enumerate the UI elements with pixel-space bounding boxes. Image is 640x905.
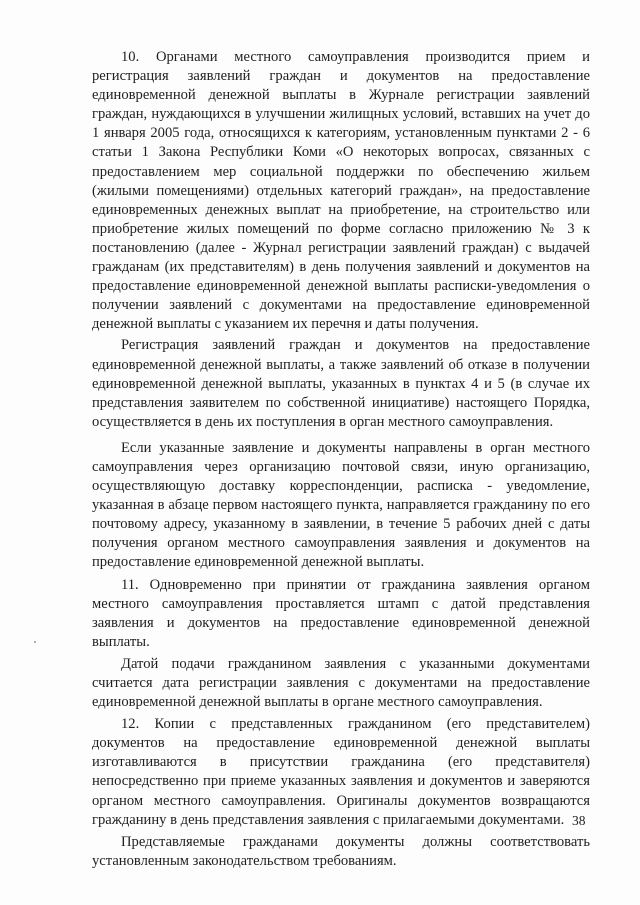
- paragraph-submission-date: Датой подачи гражданином заявления с указанными документами считается дата регистрации заявления с документами на предоставление единовременной денежной выплаты в органе местного самоуправления.: [92, 655, 590, 711]
- paragraph-postal: Если указанные заявление и документы направлены в орган местного самоуправления через организацию почтовой связи, иную организацию, осуществляющую доставку корреспонденции, расписка - уведомление, указанная в абзаце первом настоящего пункта, направляется гражданину по его почтовому адресу, указанному в заявлении, в течение 5 рабочих дней с даты получения органом местного самоуправления заявления и документов на предоставление единовременной денежной выплаты.: [92, 439, 590, 571]
- paragraph-requirements: Представляемые гражданами документы должны соответствовать установленным законодательством требованиям.: [92, 833, 590, 869]
- document-body: [92, 48, 590, 871]
- page-number: 38: [572, 813, 586, 828]
- paragraph-11: 11. Одновременно при принятии от гражданина заявления органом местного самоуправления проставляется штамп с датой представления заявления и документов на предоставление единовременной денежной выплаты.: [92, 576, 590, 650]
- scan-speck: [34, 641, 36, 643]
- paragraph-10: 10. Органами местного самоуправления производится прием и регистрация заявлений граждан и документов на предоставление единовременной денежной выплаты в Журнале регистрации заявлений граждан, нуждающихся в улучшении жилищных условий, вставших на учет до 1 января 2005 года, относящихся к категориям, установленным пунктами 2 - 6 статьи 1 Закона Республики Коми «О некоторых вопросах, связанных с предоставлением мер социальной поддержки по обеспечению жильем (жилыми помещениями) отдельных категорий граждан», на предоставление единовременных денежных выплат на приобретение, на строительство или приобретение жилых помещений по форме согласно приложению № 3 к постановлению (далее - Журнал регистрации заявлений граждан) с выдачей гражданам (их представителям) в день получения заявлений и документов на предоставление единовременной денежной выплаты расписки-уведомления о получении заявлений с документами на предоставление единовременной денежной выплаты с указанием их перечня и даты получения.: [92, 49, 590, 333]
- paragraph-12: 12. Копии с представленных гражданином (его представителем) документов на предоставление единовременной денежной выплаты изготавливаются в присутствии гражданина (его представителя) непосредственно при приеме указанных заявления и документов и заверяются органом местного самоуправления. Оригиналы документов возвращаются гражданину в день представления заявления с прилагаемыми документами.: [92, 716, 590, 828]
- paragraph-registration: Регистрация заявлений граждан и документов на предоставление единовременной денежной выплаты, а также заявлений об отказе в получении единовременной денежной выплаты, указанных в пунктах 4 и 5 (в случае их представления заявителем по собственной инициативе) настоящего Порядка, осуществляется в день их поступления в орган местного самоуправления.: [92, 337, 590, 430]
